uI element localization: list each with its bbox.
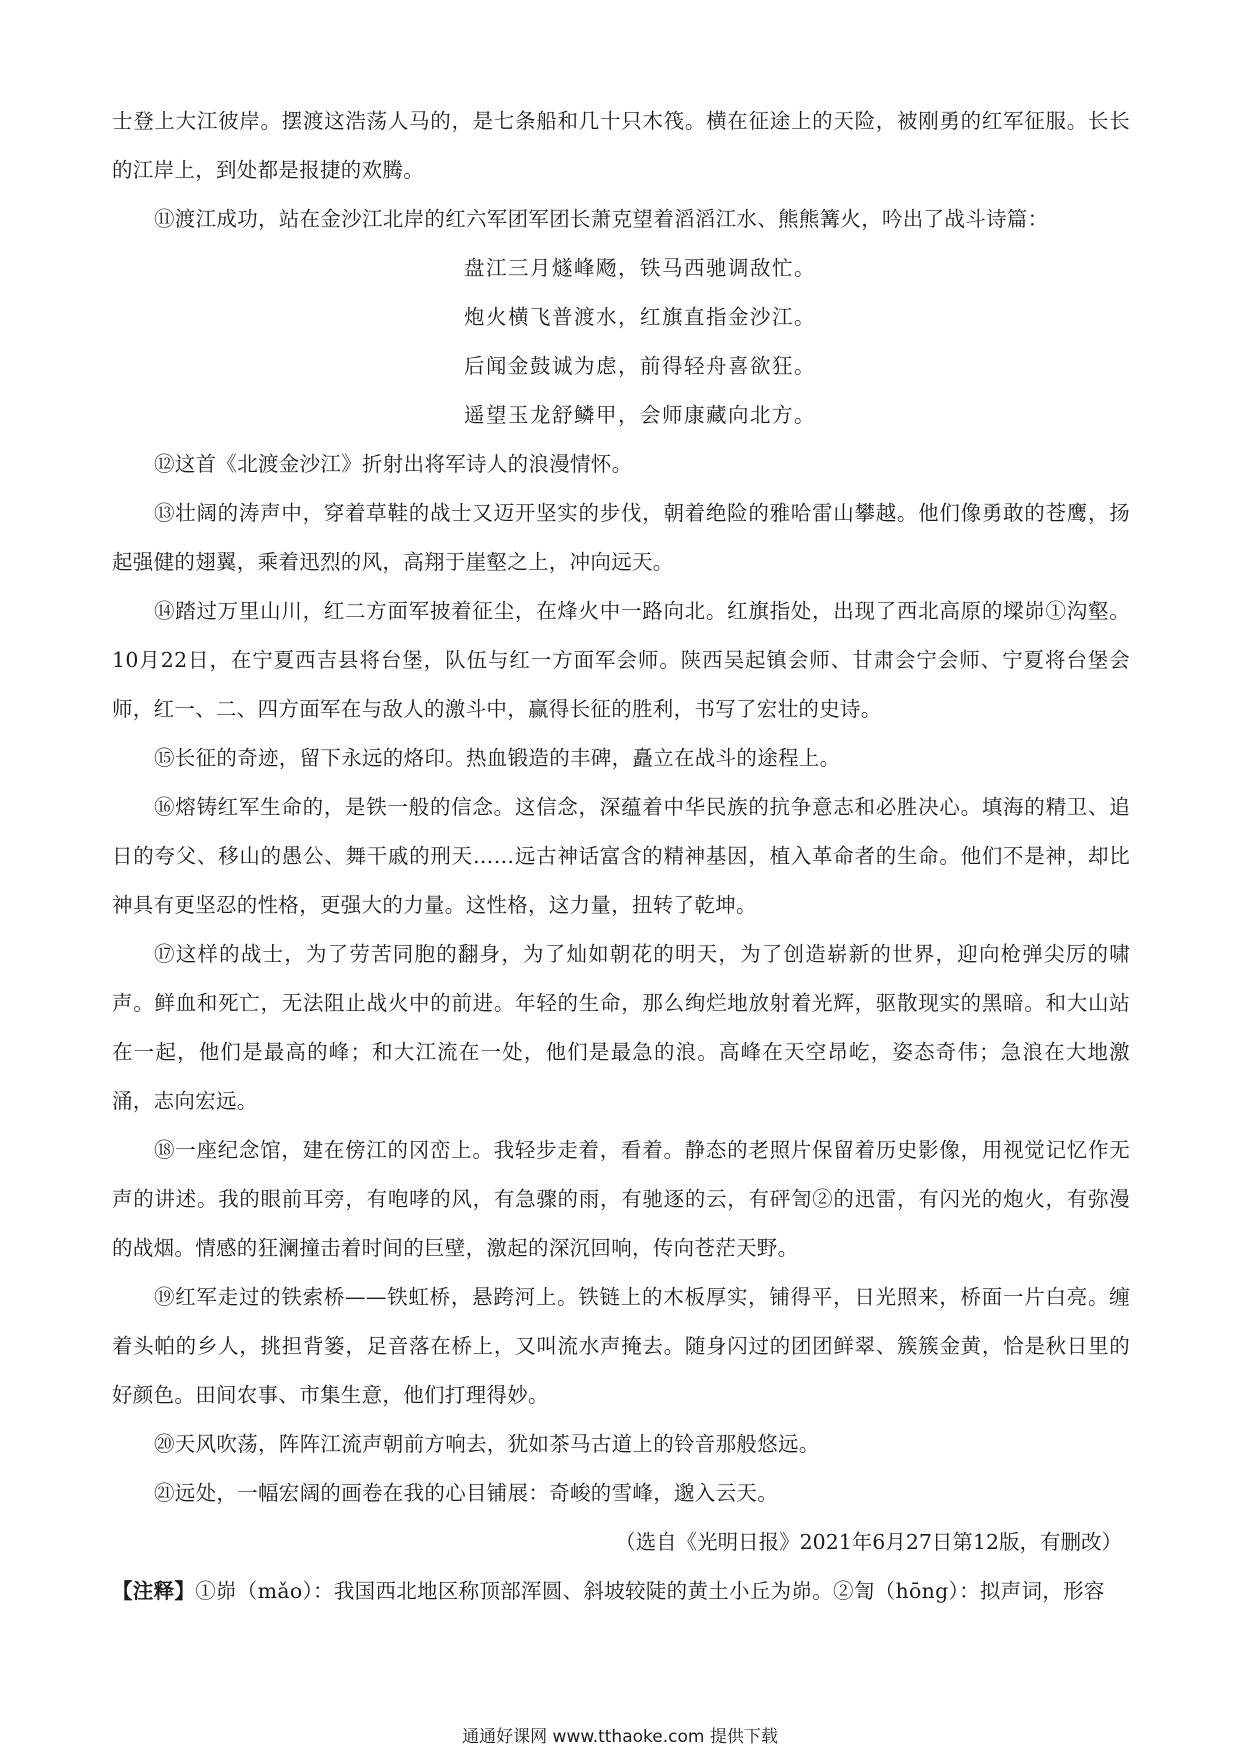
paragraph-21: ㉑远处，一幅宏阔的画卷在我的心目铺展：奇峻的雪峰，邈入云天。 (154, 1481, 778, 1505)
paragraph-17: ⑰这样的战士，为了劳苦同胞的翻身，为了灿如朝花的明天，为了创造崭新的世界，迎向枪弹尖厉的啸声。鲜血和死亡，无法阻止战火中的前进。年轻的生命，那么绚烂地放射着光辉，驱散现实的黑暗。和大山站在一起，他们是最高的峰；和大江流在一处，他们是最急的浪。高峰在天空昂屹，姿态奇伟；急浪在大地激涌，志向宏远。 (112, 942, 1130, 1113)
download-footer: 通通好课网 www.tthaoke.com 提供下载 (462, 1727, 778, 1747)
annotation-note (112, 1567, 1130, 1616)
source-citation: （选自《光明日报》2021年6月27日第12版，有删改） (615, 1530, 1122, 1554)
annotation-text: ①峁（mǎo）：我国西北地区称顶部浑圆、斜坡较陡的黄土小丘为峁。②訇（hōng）：拟声词，形容 (195, 1579, 1105, 1603)
paragraph-13: ⑬壮阔的涛声中，穿着草鞋的战士又迈开坚实的步伐，朝着绝险的雅哈雷山攀越。他们像勇敢的苍鹰，扬起强健的翅翼，乘着迅烈的风，高翔于崖壑之上，冲向远天。 (112, 501, 1130, 574)
paragraph-16: ⑯熔铸红军生命的，是铁一般的信念。这信念，深蕴着中华民族的抗争意志和必胜决心。填海的精卫、追日的夸父、移山的愚公、舞干戚的刑天……远古神话富含的精神基因，植入革命者的生命。他们不是神，却比神具有更坚忍的性格，更强大的力量。这性格，这力量，扭转了乾坤。 (112, 795, 1130, 917)
poem-line: 后闻金鼓诚为虑，前得轻舟喜欲狂。 (464, 354, 816, 378)
paragraph-14: ⑭踏过万里山川，红二方面军披着征尘，在烽火中一路向北。红旗指处，出现了西北高原的墚峁①沟壑。10月22日，在宁夏西吉县将台堡，队伍与红一方面军会师。陕西吴起镇会师、甘肃会宁会师、宁夏将台堡会师，红一、二、四方面军在与敌人的激斗中，赢得长征的胜利，书写了宏壮的史诗。 (112, 599, 1130, 721)
paragraph-15: ⑮长征的奇迹，留下永远的烙印。热血锻造的丰碑，矗立在战斗的途程上。 (154, 746, 841, 770)
paragraph-19: ⑲红军走过的铁索桥——铁虹桥，悬跨河上。铁链上的木板厚实，铺得平，日光照来，桥面一片白亮。缠着头帕的乡人，挑担背篓，足音落在桥上，又叫流水声掩去。随身闪过的团团鲜翠、簇簇金黄，恰是秋日里的好颜色。田间农事、市集生意，他们打理得妙。 (112, 1285, 1130, 1407)
annotation-label: 【注释】 (112, 1579, 196, 1603)
paragraph-10-continued: 士登上大江彼岸。摆渡这浩荡人马的，是七条船和几十只木筏。横在征途上的天险，被刚勇的红军征服。长长的江岸上，到处都是报捷的欢腾。 (112, 109, 1130, 182)
poem-line: 盘江三月燧峰飏，铁马西驰调敌忙。 (464, 256, 816, 280)
paragraph-11: ⑪渡江成功，站在金沙江北岸的红六军团军团长萧克望着滔滔江水、熊熊篝火，吟出了战斗诗篇： (154, 207, 1049, 231)
paragraph-20: ⑳天风吹荡，阵阵江流声朝前方响去，犹如茶马古道上的铃音那般悠远。 (154, 1432, 820, 1456)
paragraph-18: ⑱一座纪念馆，建在傍江的冈峦上。我轻步走着，看着。静态的老照片保留着历史影像，用视觉记忆作无声的讲述。我的眼前耳旁，有咆哮的风，有急骤的雨，有驰逐的云，有砰訇②的迅雷，有闪光的炮火，有弥漫的战烟。情感的狂澜撞击着时间的巨壁，激起的深沉回响，传向苍茫天野。 (112, 1138, 1130, 1260)
article-body (112, 97, 1130, 1616)
paragraph-12: ⑫这首《北渡金沙江》折射出将军诗人的浪漫情怀。 (154, 452, 633, 476)
poem-north-crossing-jinsha (112, 244, 1130, 440)
poem-line: 遥望玉龙舒鳞甲，会师康藏向北方。 (464, 403, 816, 427)
poem-line: 炮火横飞普渡水，红旗直指金沙江。 (464, 305, 816, 329)
